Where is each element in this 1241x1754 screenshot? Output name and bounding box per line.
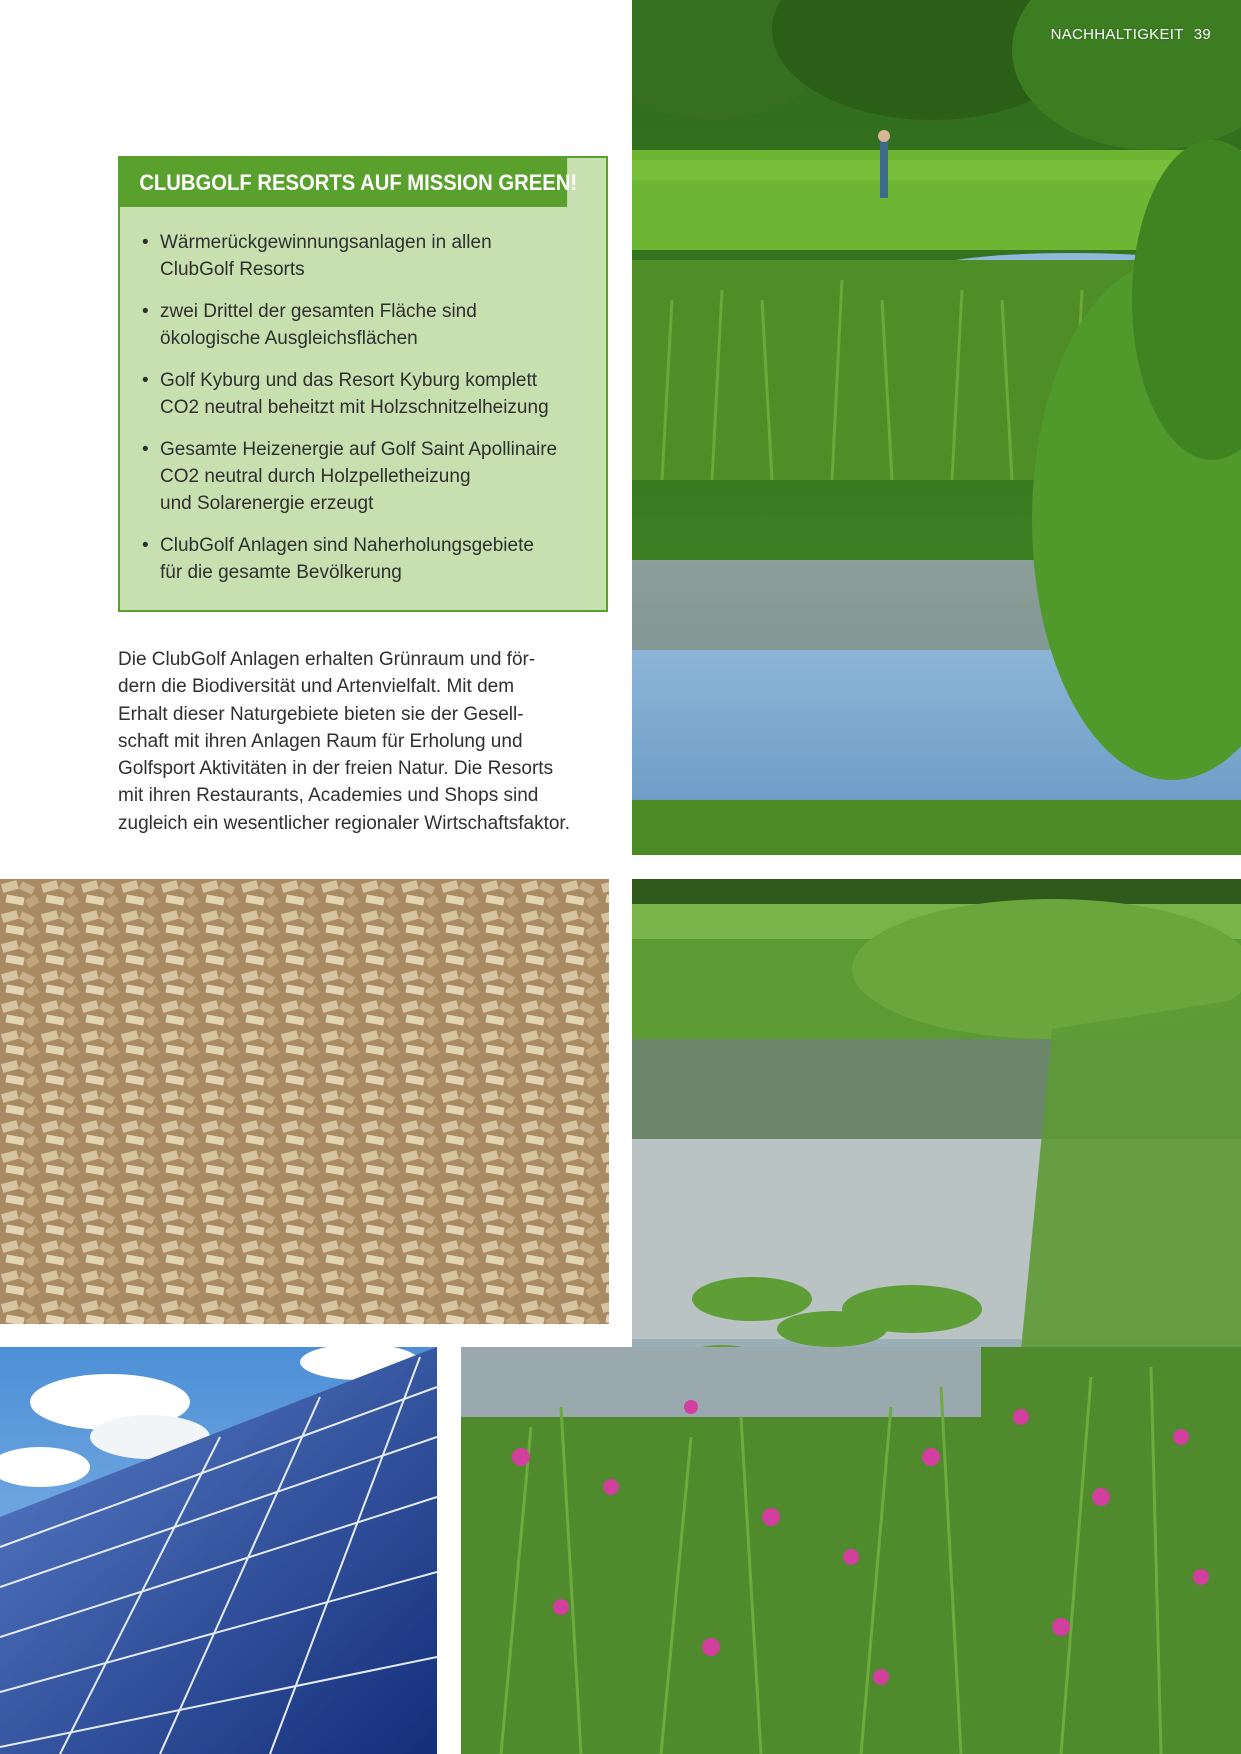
paragraph-line: dern die Biodiversität und Artenvielfalt. Mit dem (118, 676, 515, 698)
solar-panels-photo (0, 1347, 437, 1754)
pink-flowers-photo (461, 1347, 1241, 1754)
paragraph-line: Golfsport Aktivitäten in der freien Natur. Die Resorts (118, 758, 554, 780)
section-title: NACHHALTIGKEIT (1050, 26, 1184, 43)
list-item-line: ClubGolf Resorts (160, 259, 305, 280)
paragraph-line: Die ClubGolf Anlagen erhalten Grünraum und för- (118, 649, 536, 670)
list-item-line: CO2 neutral durch Holzpelletheizung (160, 466, 471, 487)
list-item-line: ökologische Ausgleichsflächen (160, 328, 418, 349)
list-item-line: • Golf Kyburg und das Resort Kyburg komplett (160, 370, 538, 391)
paragraph-line: mit ihren Restaurants, Academies und Shops sind (118, 785, 539, 807)
list-item (142, 532, 588, 586)
list-item-line: • Wärmerückgewinnungsanlagen in allen (160, 232, 492, 253)
wood-chips-photo (0, 879, 609, 1324)
body-paragraph (118, 646, 618, 837)
infobox-title: CLUBGOLF RESORTS AUF MISSION GREEN! (120, 158, 567, 207)
list-item-line: CO2 neutral beheitzt mit Holzschnitzelheizung (160, 397, 549, 418)
list-item-line: für die gesamte Bevölkerung (160, 562, 402, 583)
list-item (142, 298, 588, 352)
page-number: 39 (1193, 26, 1211, 43)
paragraph-line: schaft mit ihren Anlagen Raum für Erholung und (118, 730, 523, 752)
list-item-line: • ClubGolf Anlagen sind Naherholungsgebiete (160, 535, 534, 556)
golf-course-pond-photo (632, 0, 1241, 855)
list-item (142, 229, 588, 283)
list-item (142, 367, 588, 421)
list-item-line: • zwei Drittel der gesamten Fläche sind (160, 301, 477, 322)
list-item-line: • Gesamte Heizenergie auf Golf Saint Apollinaire (160, 439, 558, 460)
paragraph-line: zugleich ein wesentlicher regionaler Wirtschaftsfaktor. (118, 812, 570, 834)
list-item-line: und Solarenergie erzeugt (160, 493, 374, 514)
paragraph-line: Erhalt dieser Naturgebiete bieten sie der Gesell- (118, 703, 524, 725)
mission-green-infobox (118, 156, 608, 612)
running-header (1051, 26, 1211, 43)
infobox-list (120, 207, 606, 586)
list-item (142, 436, 588, 517)
